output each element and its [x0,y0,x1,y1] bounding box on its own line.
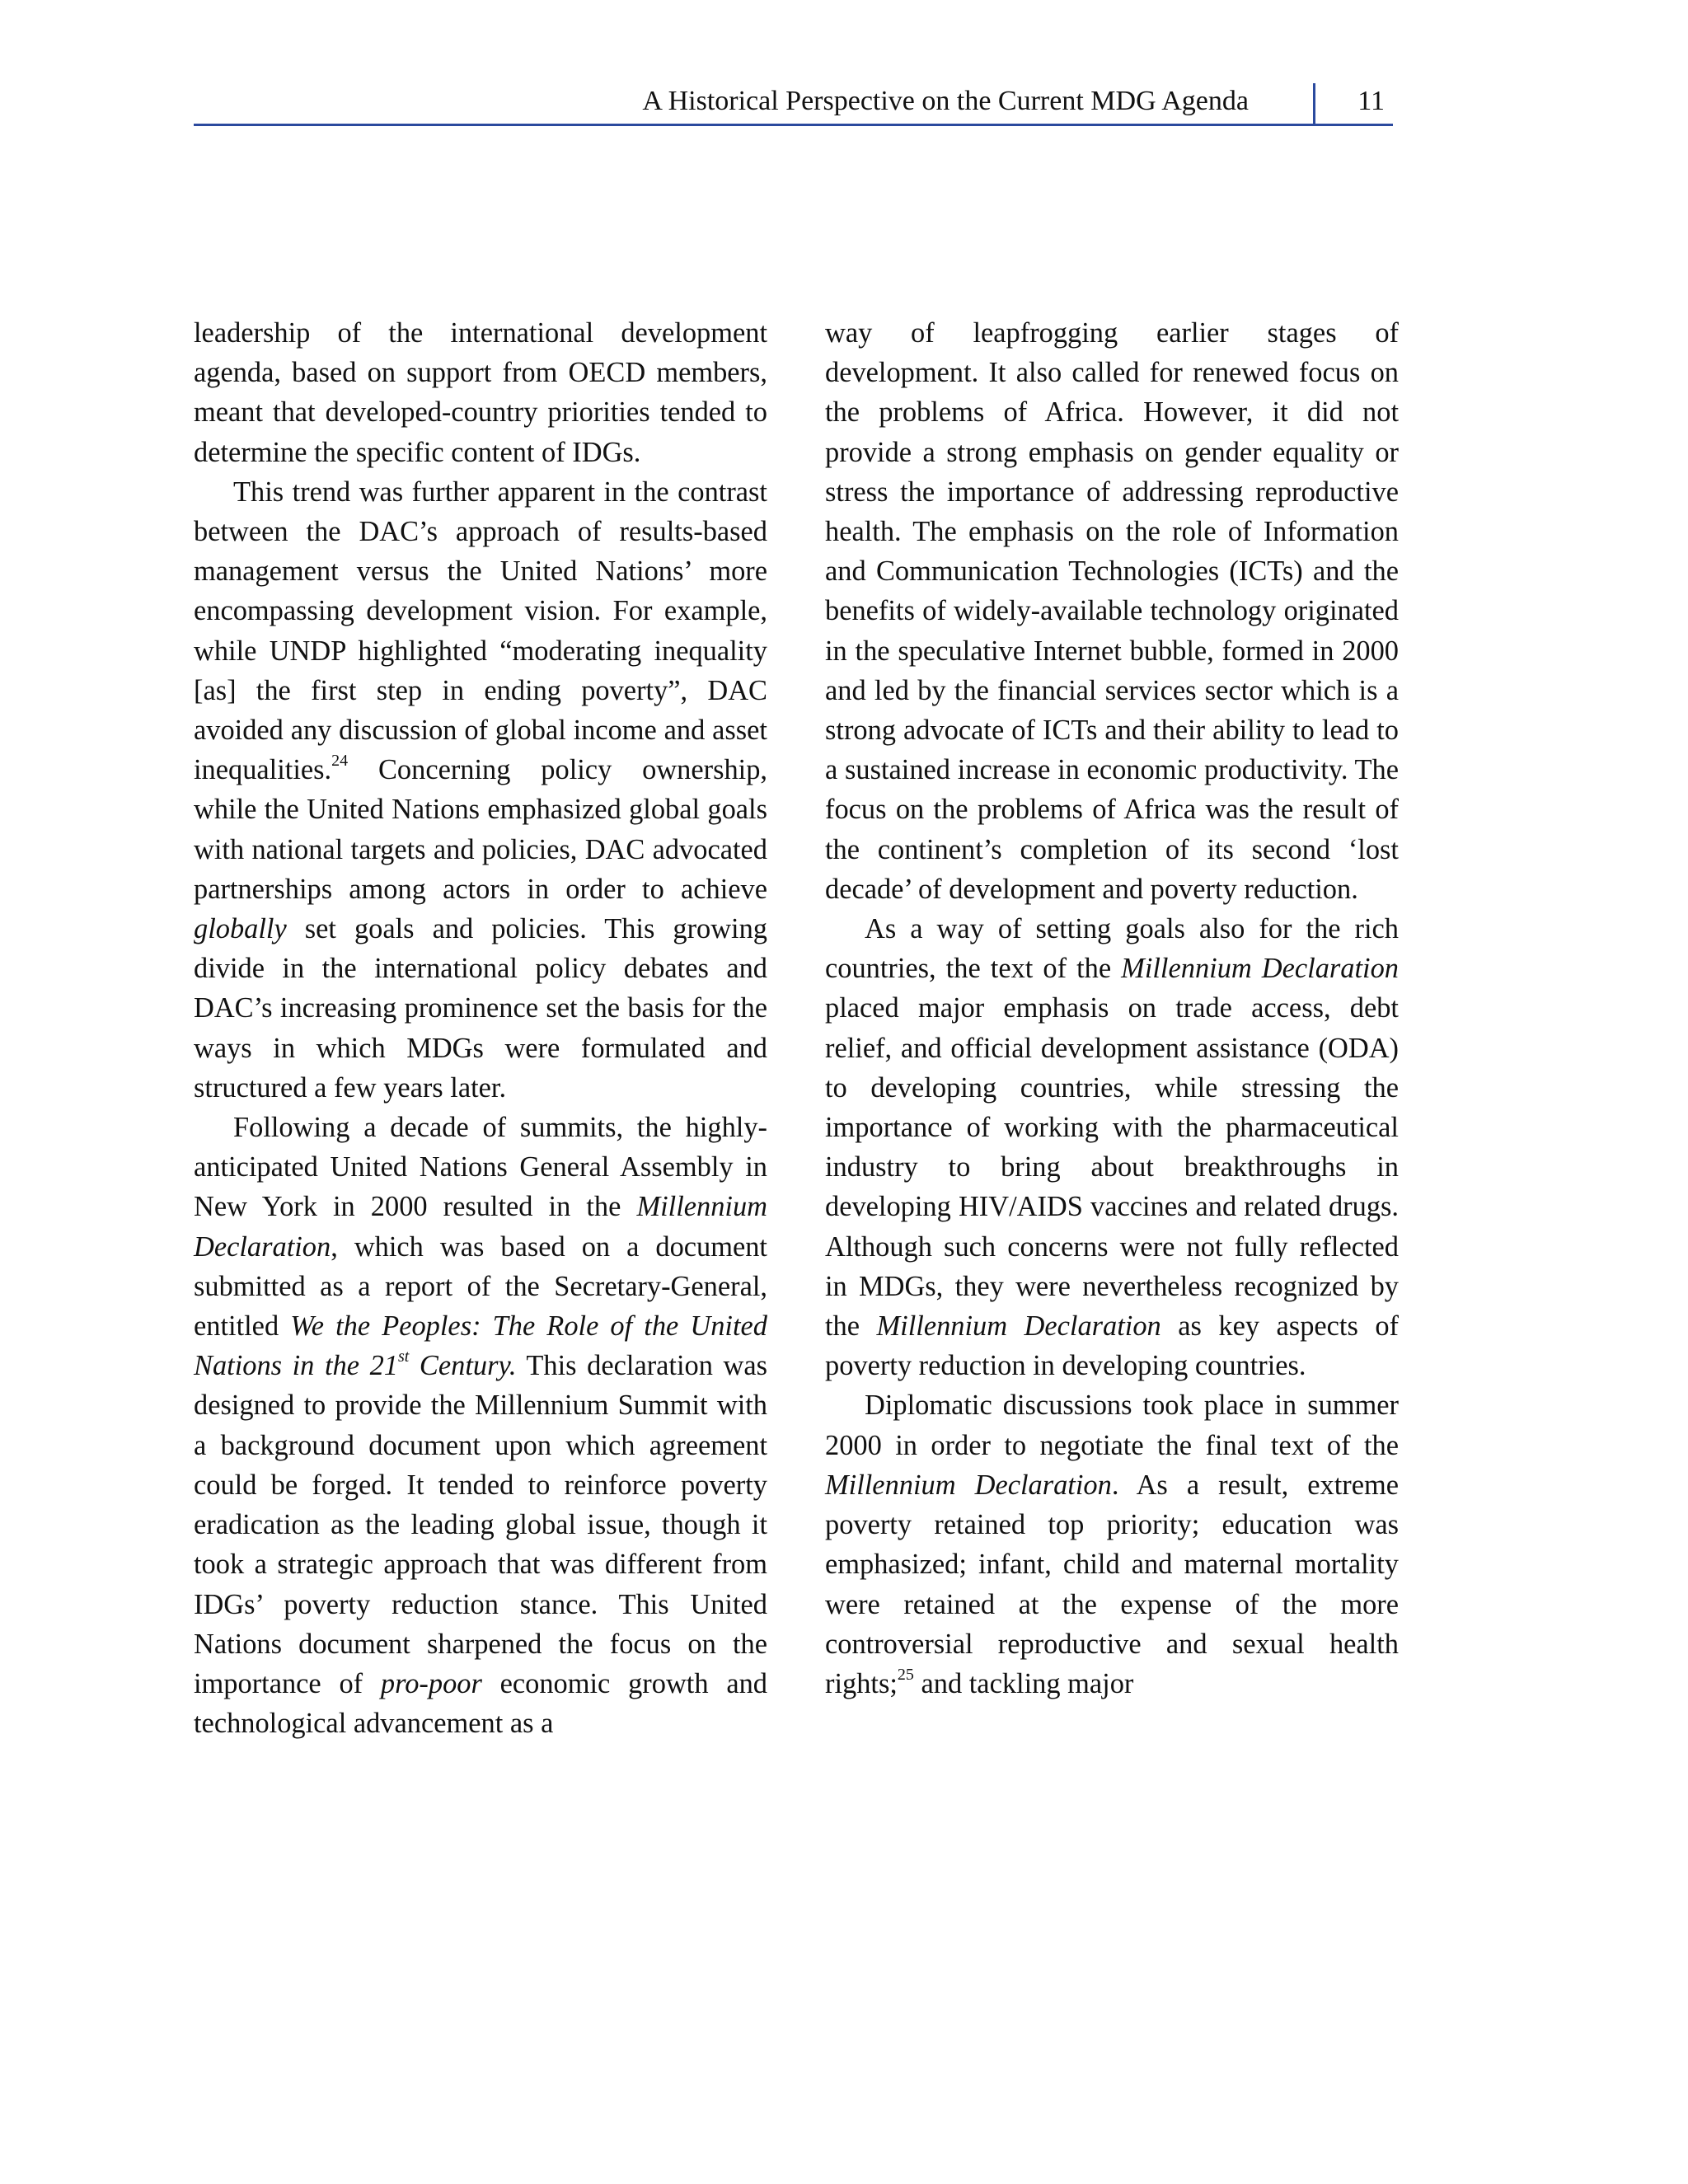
paragraph-text: placed major emphasis on trade access, debt relief, and official development assistance (ODA) to developing countries, while stressing the importance of working with the pharmaceutical industry to bring about breakthroughs in developing HIV/AIDS vaccines and related drugs. Although such concerns were not fully reflected in MDGs, they were nevertheless recognized by the [825,992,1399,1343]
left-column [194,313,767,1743]
header-rule [194,124,1393,126]
book-title: We the Peoples: The Role of the United Nations in the 21 [194,1310,767,1382]
page-number: 11 [1357,86,1385,116]
paragraph-text: leadership of the international development agenda, based on support from OECD members, meant that developed-country priorities tended to determine the specific content of IDGs. [194,317,767,468]
paragraph [825,1385,1399,1704]
paragraph-text: set goals and policies. This growing divide in the international policy debates and DAC’s increasing prominence set the basis for the ways in which MDGs were formulated and structured a few years later. [194,913,767,1104]
paragraph-text: as key aspects of poverty reduction in developing countries. [825,1310,1399,1382]
emphasis: Millennium Declaration [1121,953,1399,985]
paragraph [194,472,767,1108]
paragraph-text: and tackling major [913,1667,1134,1699]
emphasis: pro-poor [380,1667,482,1699]
emphasis: Millennium Declaration [876,1310,1161,1343]
right-column [825,313,1399,1704]
paragraph [825,313,1399,909]
running-header [194,78,1393,126]
paragraph-text: . As a result, extreme poverty retained top priority; education was emphasized; infant, child and maternal mortality were retained at the expense of the more controversial reproductive and sexual health rights; [825,1469,1399,1699]
paragraph-text: Diplomatic discussions took place in summer 2000 in order to negotiate the final text of the [825,1390,1399,1461]
paragraph-text: As a way of setting goals also for the rich countries, the text of the [825,913,1399,985]
footnote-ref-24: 24 [331,752,349,771]
superscript: st [397,1347,410,1366]
emphasis: globally [194,913,287,945]
paragraph-text: way of leapfrogging earlier stages of development. It also called for renewed focus on the problems of Africa. However, it did not provide a strong emphasis on gender equality or stress the importance of addressing reproductive health. The emphasis on the role of Information and Communication Technologies (ICTs) and the benefits of widely-available technology originated in the speculative Internet bubble, formed in 2000 and led by the financial services sector which is a strong advocate of ICTs and their ability to lead to a sustained increase in economic productivity. The focus on the problems of Africa was the result of the continent’s completion of its second ‘lost decade’ of development and poverty reduction. [825,317,1399,905]
paragraph [194,313,767,472]
paragraph-text: , which was based on a document submitted as a report of the Secretary-General, entitled [194,1230,767,1343]
paragraph-text: This declaration was designed to provide the Millennium Summit with a background document upon which agreement could be forged. It tended to reinforce poverty eradication as the leading global issue, though it took a strategic approach that was different from IDGs’ poverty reduction stance. This United Nations document sharpened the focus on the importance of [194,1350,768,1699]
paragraph-text: economic growth and technological advancement as a [194,1667,767,1740]
footnote-ref-25: 25 [897,1665,914,1684]
running-title: A Historical Perspective on the Current MDG Agenda [642,86,1249,116]
paragraph [825,909,1399,1385]
header-separator [1313,83,1315,124]
paragraph-text: Concerning policy ownership, while the United Nations emphasized global goals with national targets and policies, DAC advocated partnerships among actors in order to achieve [194,754,767,905]
emphasis: Millennium Declaration [825,1469,1112,1501]
book-title: Century. [409,1350,517,1382]
paragraph [194,1108,767,1743]
paragraph-text: This trend was further apparent in the contrast between the DAC’s approach of results-based management versus the United Nations’ more encompassing development vision. For example, while UNDP highlighted “moderating inequality [as] the first step in ending poverty”, DAC avoided any discussion of global income and asset inequalities. [194,476,767,786]
emphasis: Millennium Declaration [194,1191,767,1263]
paragraph-text: Following a decade of summits, the highly-anticipated United Nations General Assembly in New York in 2000 resulted in the [194,1112,767,1223]
